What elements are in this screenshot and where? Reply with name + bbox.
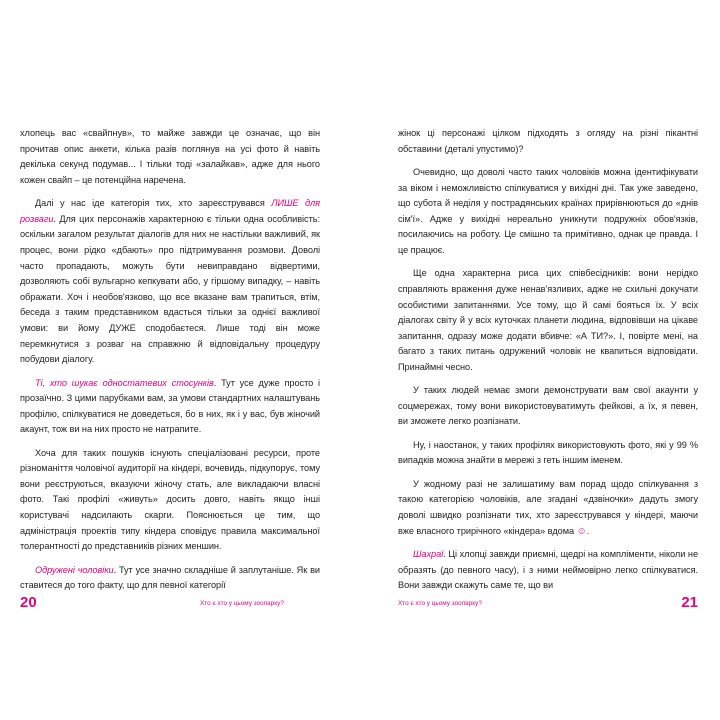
left-paragraph-1: хлопець вас «свайпнув», то майже завжди це означає, що він прочитав опис анкети, кілька разів поглянув на усі фото й навіть декілька секунд подумав... І тільки тоді «залайкав», адже для нього кожен свайп – це потенційна наречена. xyxy=(20,128,320,185)
right-paragraph-6: У жодному разі не залишатиму вам порад щодо спілкування з такою категорією чоловіків, але згадані «дзвіночки» дадуть змогу доволі швидко розпізнати тих, хто зареєструвався у кіндері, маючи вже власного трирічного «кіндера» вдома ☺. xyxy=(398,478,698,537)
right-paragraph-2: Очевидно, що доволі часто таких чоловіків можна ідентифікувати за віком і неможливістю спілкуватися у вихідні дні. Так уже заведено, що субота й неділя у пострадянських країнах прирівнюються до «днів сім'ї». Адже у вихідні нереально уникнути подружніх обов'язків, посилаючись на роботу. Це смішно та примітивно, однак це правда. І це працює. xyxy=(398,166,698,255)
right-paragraph-3: Ще одна характерна риса цих співбесідників: вони нерідко справляють враження дуже ненав'язливих, адже не схильні докучати особистими запитаннями. Усе тому, що й самі бояться їх. У всіх діалогах світу й у всіх куточках планети людина, відповівши на цікаве запитання, одразу може додати вбивче: «А ТИ?». І, повірте мені, на багато з таких питань одружений чоловік не квапиться відповідати. Принаймні чесно. xyxy=(398,268,698,372)
category-scammers-highlight: Шахраї xyxy=(413,549,444,560)
left-paragraph-2: Далі у нас іде категорія тих, хто зареєструвався ЛИШЕ для розваги. Для цих персонажів характерною є тільки одна особливість: оскільки загалом результат діалогів для них не настільки важливий, як процес, вони рідко «дбають» про підтримування розмови. Доволі часто пропадають, можуть бути невиправдано відвертими, дозволяють собі вульгарно кепкувати або, у гіршому випадку, – навіть ображати. Хоч і необов'язково, що все вказане вам трапиться, втім, беседа з таким представником вдасться тільки за однієї важливої умови: ви йому ДУЖЕ сподобаєтеся. Лише тоді він може перемкнутися з розваг на справжню й відповідальну процедуру побудови діалогу. xyxy=(20,198,320,365)
smiley-icon: ☺ xyxy=(576,525,587,537)
right-page-number: 21 xyxy=(681,594,698,611)
right-running-title: Хто є хто у цьому зоопарку? xyxy=(398,600,482,607)
left-running-title: Хто є хто у цьому зоопарку? xyxy=(200,600,284,607)
left-page xyxy=(20,126,320,594)
category-married-highlight: Одружені чоловіки xyxy=(35,564,114,575)
right-page-footer xyxy=(398,594,698,614)
right-paragraph-4: У таких людей немає змоги демонструвати вам свої акаунти у соцмережах, тому вони використовуватимуть фейкові, а їх, я певен, ви зможете легко розпізнати. xyxy=(398,385,698,427)
left-paragraph-4: Хоча для таких пошуків існують спеціалізовані ресурси, проте різноманіття чоловічої аудиторії на кіндері, вочевидь, підкупорує, тому вони реєструються, вказуючи жіночу стать, але викладаючи власні фото. Такі профілі «живуть» досить довго, навіть якщо інші користувачі надсилають скарги. Пояснюється це тим, що адміністрація проектів типу кіндера сповідує правила максимальної толерантності до представників різних меншин. xyxy=(20,447,320,552)
left-paragraph-3: Ті, хто шукає одностатевих стосунків. Тут усе дуже просто і прозаїчно. З цими парубками вам, за умови стандартних налаштувань профілю, спілкуватися не доведеться, бо в них, як і у вас, був жіночий акаунт, тож ви на них просто не натрапите. xyxy=(20,377,320,435)
category-fun-highlight: ЛИШЕ для розваги xyxy=(20,198,320,224)
right-paragraph-1: жінок ці персонажі цілком підходять з огляду на різні пікантні обставини (деталі упустимо)? xyxy=(398,128,698,154)
left-paragraph-5: Одружені чоловіки. Тут усе значно складніше й заплутаніше. Як ви ставитеся до того факту, що для певної категорії xyxy=(20,564,320,591)
left-page-footer xyxy=(20,594,320,614)
right-paragraph-5: Ну, і наостанок, у таких профілях використовують фото, які у 99 % випадків можна знайти в мережі з геть іншим іменем. xyxy=(398,439,698,466)
left-page-number: 20 xyxy=(20,594,37,611)
category-same-sex-highlight: Ті, хто шукає одностатевих стосунків xyxy=(35,377,214,388)
right-paragraph-7: Шахраї. Ці хлопці завжди приємні, щедрі на компліменти, ніколи не образять (до певного часу), і з ними неймовірно легко спілкуватися. Вони завжди скажуть саме те, що ви xyxy=(398,549,698,591)
right-page xyxy=(398,126,698,594)
